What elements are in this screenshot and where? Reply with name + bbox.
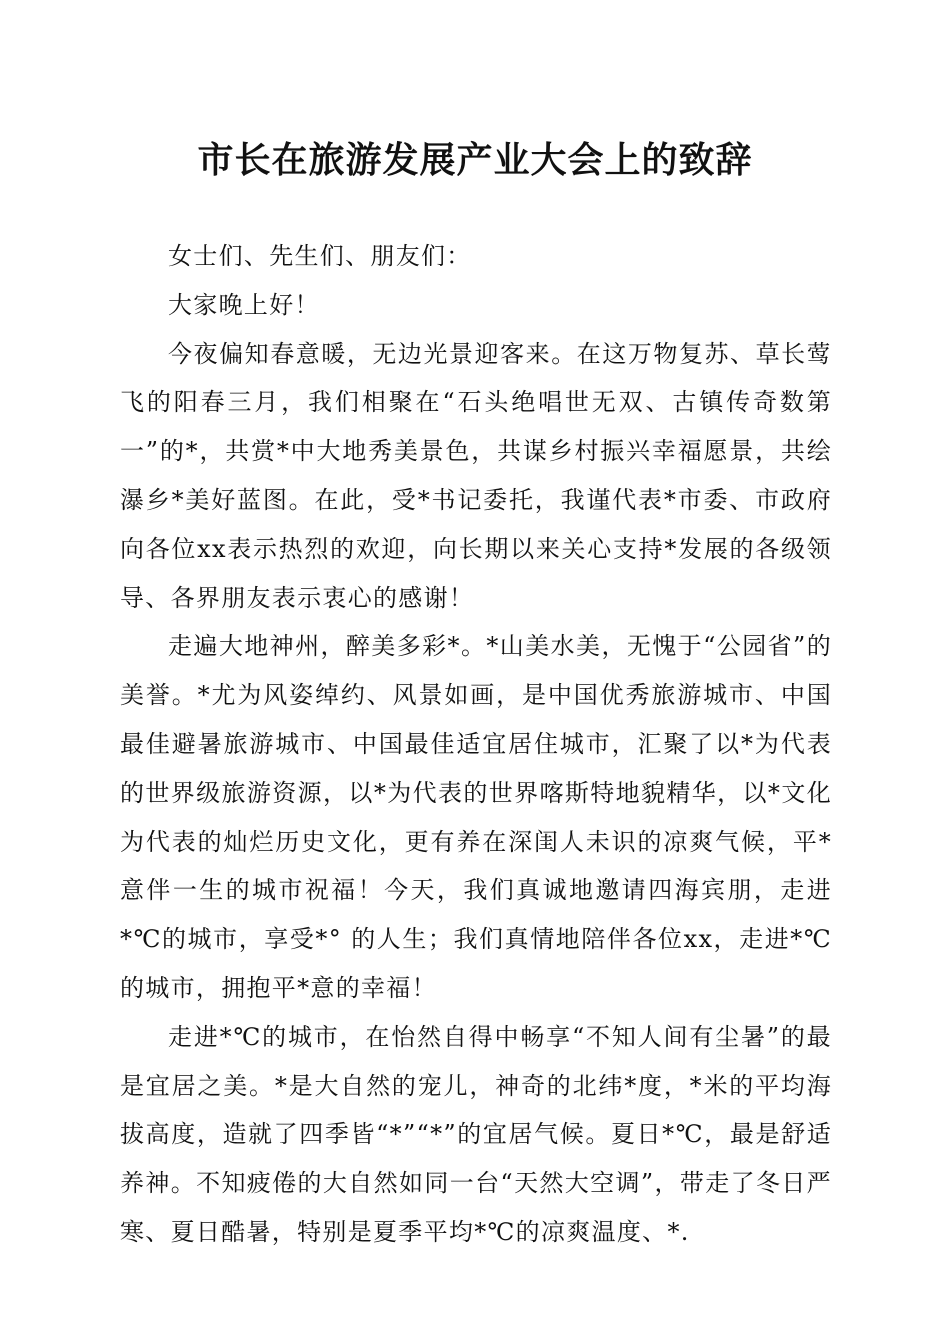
document-body: [120, 232, 832, 1257]
paragraph-salutation: 女士们、先生们、朋友们：: [168, 242, 472, 270]
paragraph-climate: 走进*℃的城市，在怡然自得中畅享“不知人间有尘暑”的最是宜居之美。*是大自然的宠儿，神奇的北纬*度，*米的平均海拔高度，造就了四季皆“*”“*”的宜居气候。夏日*℃，最是舒适养神。不知疲倦的大自然如同一台“天然大空调”，带走了冬日严寒、夏日酷暑，特别是夏季平均*℃的凉爽温度、*.: [120, 1022, 832, 1246]
document-title: 市长在旅游发展产业大会上的致辞: [197, 139, 753, 181]
paragraph-greeting: 大家晚上好！: [168, 290, 320, 319]
paragraph-welcome: 今夜偏知春意暖，无边光景迎客来。在这万物复苏、草长莺飞的阳春三月，我们相聚在“石头绝唱世无双、古镇传奇数第一”的*，共赏*中大地秀美景色，共谋乡村振兴幸福愿景，共绘瀑乡*美好蓝图。在此，受*书记委托，我谨代表*市委、市政府向各位xx表示热烈的欢迎，向长期以来关心支持*发展的各级领导、各界朋友表示衷心的感谢！: [120, 339, 832, 612]
paragraph-city-intro: 走遍大地神州，醉美多彩*。*山美水美，无愧于“公园省”的美誉。*尤为风姿绰约、风景如画，是中国优秀旅游城市、中国最佳避暑旅游城市、中国最佳适宜居住城市，汇聚了以*为代表的世界级旅游资源，以*为代表的世界喀斯特地貌精华，以*文化为代表的灿烂历史文化，更有养在深闺人未识的凉爽气候，平*意伴一生的城市祝福！今天，我们真诚地邀请四海宾朋，走进*℃的城市，享受*° 的人生；我们真情地陪伴各位xx，走进*℃的城市，拥抱平*意的幸福！: [120, 632, 832, 1002]
